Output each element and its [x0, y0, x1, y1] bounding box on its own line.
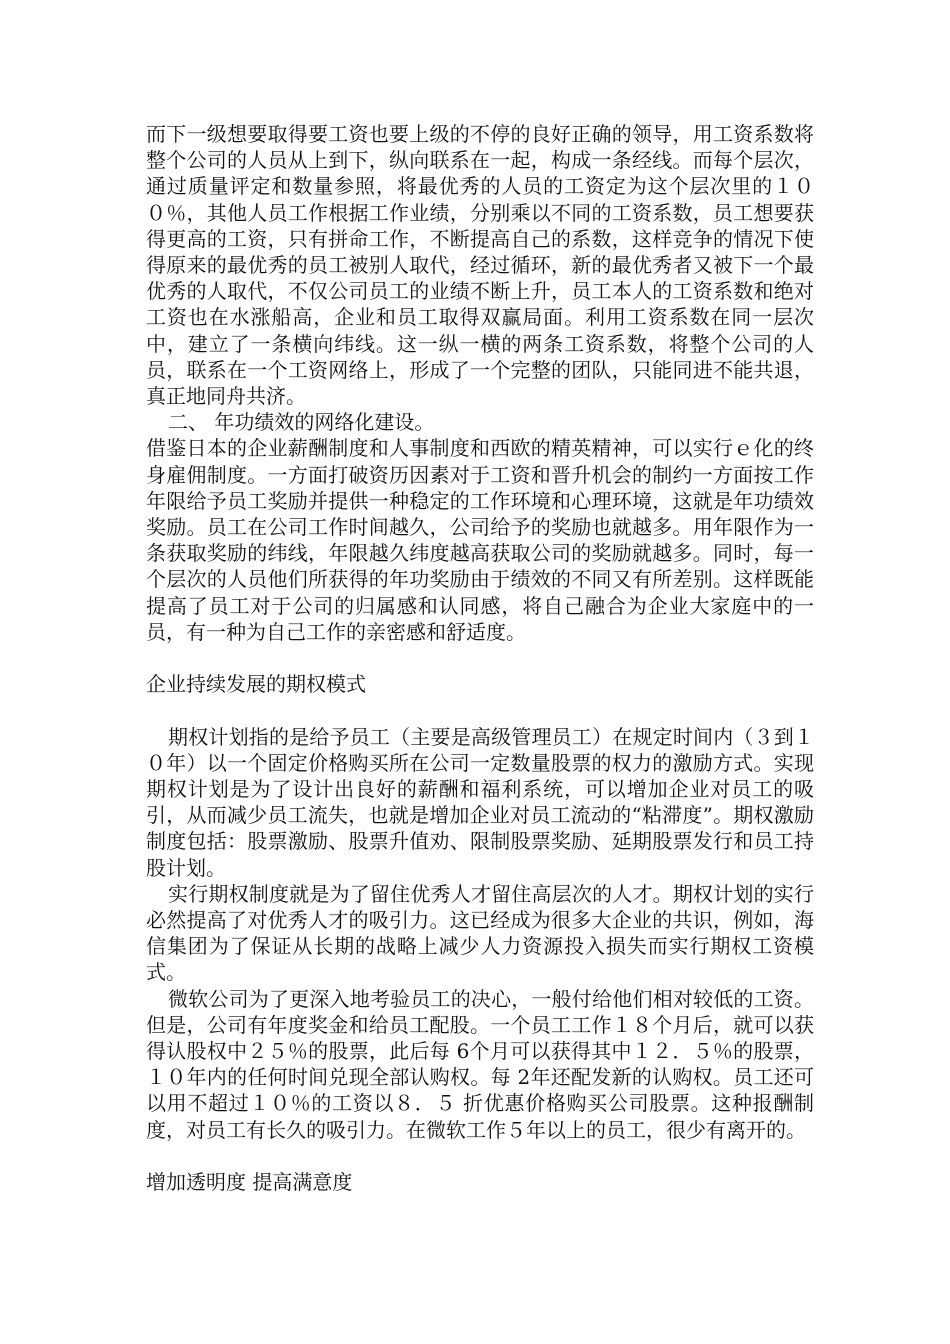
- document-page: [146, 121, 814, 1195]
- section-title-seniority-performance: 二、 年功绩效的网络化建设。: [168, 410, 435, 435]
- heading-transparency: 增加透明度 提高满意度: [146, 1170, 353, 1195]
- blank-line: [146, 1143, 814, 1169]
- heading-stock-options: 企业持续发展的期权模式: [146, 672, 366, 697]
- blank-line: [146, 645, 814, 671]
- paragraph-microsoft-example: 微软公司为了更深入地考验员工的决心，一般付给他们相对较低的工资。但是，公司有年度奖金和给员工配股。一个员工工作１８个月后，就可以获得认股权中２５％的股票，此后每 6个月可以获得其中１２．５％的股票，１０年内的任何时间兑现全部认购权。每 2年还配发新的认购权。员工还可以用不超过１０％的工资以８．５ 折优惠价格购买公司股票。这种报酬制度，对员工有长久的吸引力。在微软工作５年以上的员工，很少有离开的。: [146, 986, 814, 1142]
- paragraph-retain-talent: 实行期权制度就是为了留住优秀人才留住高层次的人才。期权计划的实行必然提高了对优秀人才的吸引力。这已经成为很多大企业的共识，例如，海信集团为了保证从长期的战略上减少人力资源投入损失而实行期权工资模式。: [146, 881, 814, 985]
- paragraph-option-plan: 期权计划指的是给予员工（主要是高级管理员工）在规定时间内（３到１０年）以一个固定价格购买所在公司一定数量股票的权力的激励方式。实现期权计划是为了设计出良好的薪酬和福利系统，可以增加企业对员工的吸引，从而减少员工流失，也就是增加企业对员工流动的“粘滞度”。期权激励制度包括：股票激励、股票升值劝、限制股票奖励、延期股票发行和员工持股计划。: [146, 724, 814, 880]
- blank-line: [146, 697, 814, 723]
- paragraph-seniority-reward: 借鉴日本的企业薪酬制度和人事制度和西欧的精英精神，可以实行ｅ化的终身雇佣制度。一方面打破资历因素对于工资和晋升机会的制约一方面按工作年限给予员工奖励并提供一种稳定的工作环境和心理环境，这就是年功绩效奖励。员工在公司工作时间越久，公司给予的奖励也就越多。用年限作为一条获取奖励的纬线，年限越久纬度越高获取公司的奖励就越多。同时，每一个层次的人员他们所获得的年功奖励由于绩效的不同又有所差别。这样既能提高了员工对于公司的归属感和认同感，将自己融合为企业大家庭中的一员，有一种为自己工作的亲密感和舒适度。: [146, 436, 814, 644]
- paragraph-wage-coefficient: 而下一级想要取得要工资也要上级的不停的良好正确的领导，用工资系数将整个公司的人员从上到下，纵向联系在一起，构成一条经线。而每个层次，通过质量评定和数量参照，将最优秀的人员的工资定为这个层次里的１００％，其他人员工作根据工作业绩，分别乘以不同的工资系数，员工想要获得更高的工资，只有拼命工作，不断提高自己的系数，这样竞争的情况下使得原来的最优秀的员工被别人取代，经过循环，新的最优秀者又被下一个最优秀的人取代，不仅公司员工的业绩不断上升，员工本人的工资系数和绝对工资也在水涨船高，企业和员工取得双赢局面。利用工资系数在同一层次中，建立了一条横向纬线。这一纵一横的两条工资系数，将整个公司的人员，联系在一个工资网络上，形成了一个完整的团队，只能同进不能共退，真正地同舟共济。: [146, 122, 814, 409]
